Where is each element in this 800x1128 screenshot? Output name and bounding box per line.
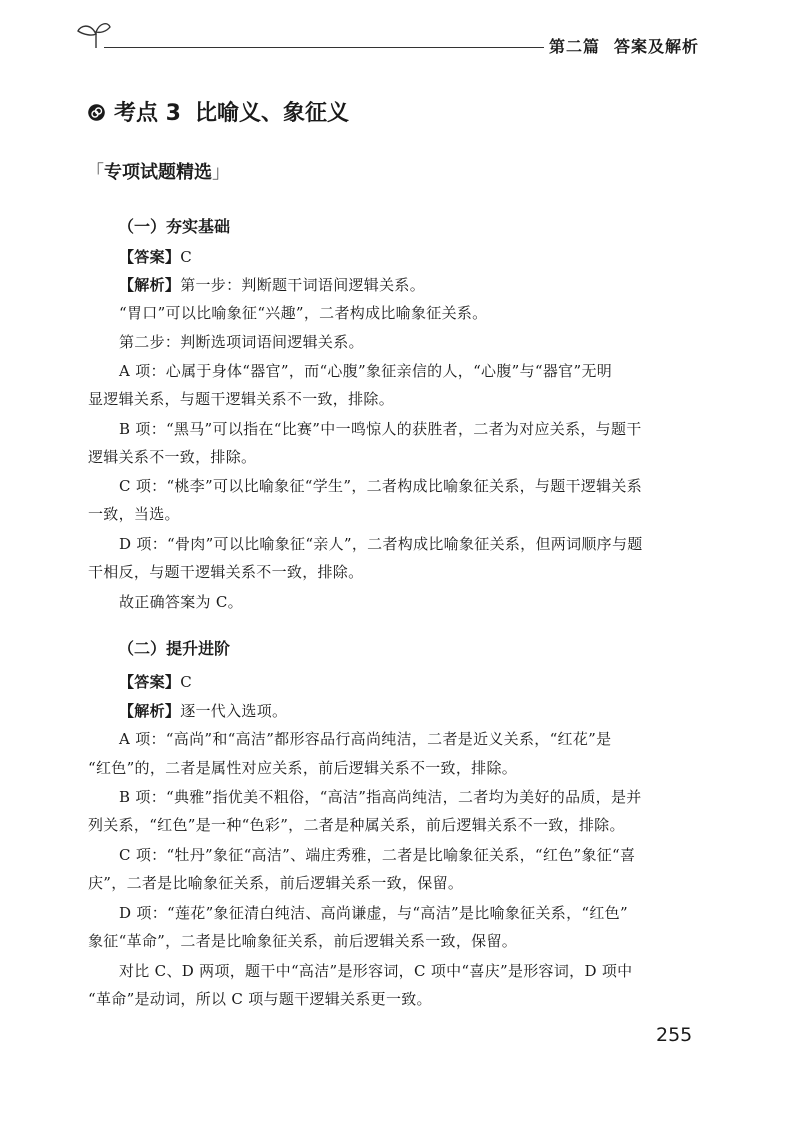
bracket-open: 「 [86,162,104,183]
part1-answer [119,246,689,268]
page-number: 255 [656,1024,693,1046]
paragraph-line: 干相反，与题干逻辑关系不一致，排除。 [88,563,364,581]
answer-tag: 【答案】 [119,673,181,691]
section-title [114,96,349,127]
part1-heading: （一）夯实基础 [118,217,231,236]
running-header [549,34,699,57]
paragraph-line: 第二步：判断选项词语间逻辑关系。 [119,333,364,351]
subsection-heading [86,158,230,184]
subsection-title: 专项试题精选 [104,162,212,183]
answer-tag: 【答案】 [119,248,181,266]
paragraph-line: B 项：“黑马”可以指在“比赛”中一鸣惊人的获胜者，二者为对应关系，与题干 [119,420,642,438]
paragraph-line: D 项：“莲花”象征清白纯洁、高尚谦虚，与“高洁”是比喻象征关系，“红色” [119,904,628,922]
paragraph-line: 对比 C、D 两项，题干中“高洁”是形容词，C 项中“喜庆”是形容词，D 项中 [119,962,633,980]
analysis-text: 第一步：判断题干词语间逻辑关系。 [180,276,426,294]
paragraph-line: 故正确答案为 C。 [119,593,243,611]
header-section: 答案及解析 [614,37,700,56]
bracket-close: 」 [212,162,230,183]
paragraph-line: 显逻辑关系，与题干逻辑关系不一致，排除。 [88,390,395,408]
header-part: 第二篇 [549,37,601,56]
paragraph-line: “红色”的，二者是属性对应关系，前后逻辑关系不一致，排除。 [88,759,518,777]
analysis-text: 逐一代入选项。 [180,702,288,720]
paragraph-line: 逻辑关系不一致，排除。 [88,448,257,466]
paragraph-line: 列关系，“红色”是一种“色彩”，二者是种属关系，前后逻辑关系不一致，排除。 [88,816,625,834]
paragraph-line: 庆”，二者是比喻象征关系，前后逻辑关系一致，保留。 [88,874,464,892]
section-number: 考点 3 [114,101,181,126]
paragraph-line: C 项：“桃李”可以比喻象征“学生”，二者构成比喻象征关系，与题干逻辑关系 [119,477,643,495]
answer-value: C [180,673,192,691]
analysis-tag: 【解析】 [119,276,181,294]
part2-analysis-line [119,700,689,722]
paragraph-line: D 项：“骨肉”可以比喻象征“亲人”，二者构成比喻象征关系，但两词顺序与题 [119,535,643,553]
part2-answer [119,671,689,693]
paragraph-line: A 项：“高尚”和“高洁”都形容品行高尚纯洁，二者是近义关系，“红花”是 [119,730,612,748]
paragraph-line: “革命”是动词，所以 C 项与题干逻辑关系更一致。 [88,990,432,1008]
header-rule [104,47,544,48]
part2-heading: （二）提升进阶 [118,639,231,658]
section-name: 比喻义、象征义 [194,101,349,126]
paragraph-line: C 项：“牡丹”象征“高洁”、端庄秀雅，二者是比喻象征关系，“红色”象征“喜 [119,846,636,864]
paragraph-line: 象征“革命”，二者是比喻象征关系，前后逻辑关系一致，保留。 [88,932,518,950]
paragraph-line: “胃口”可以比喻象征“兴趣”，二者构成比喻象征关系。 [119,304,488,322]
paragraph-line: 一致，当选。 [88,505,180,523]
paragraph-line: A 项：心属于身体“器官”，而“心腹”象征亲信的人，“心腹”与“器官”无明 [119,362,613,380]
section-bullet-icon [88,104,105,121]
answer-value: C [180,248,192,266]
part1-analysis-line [119,274,689,296]
analysis-tag: 【解析】 [119,702,181,720]
paragraph-line: B 项：“典雅”指优美不粗俗，“高洁”指高尚纯洁，二者均为美好的品质，是并 [119,788,642,806]
